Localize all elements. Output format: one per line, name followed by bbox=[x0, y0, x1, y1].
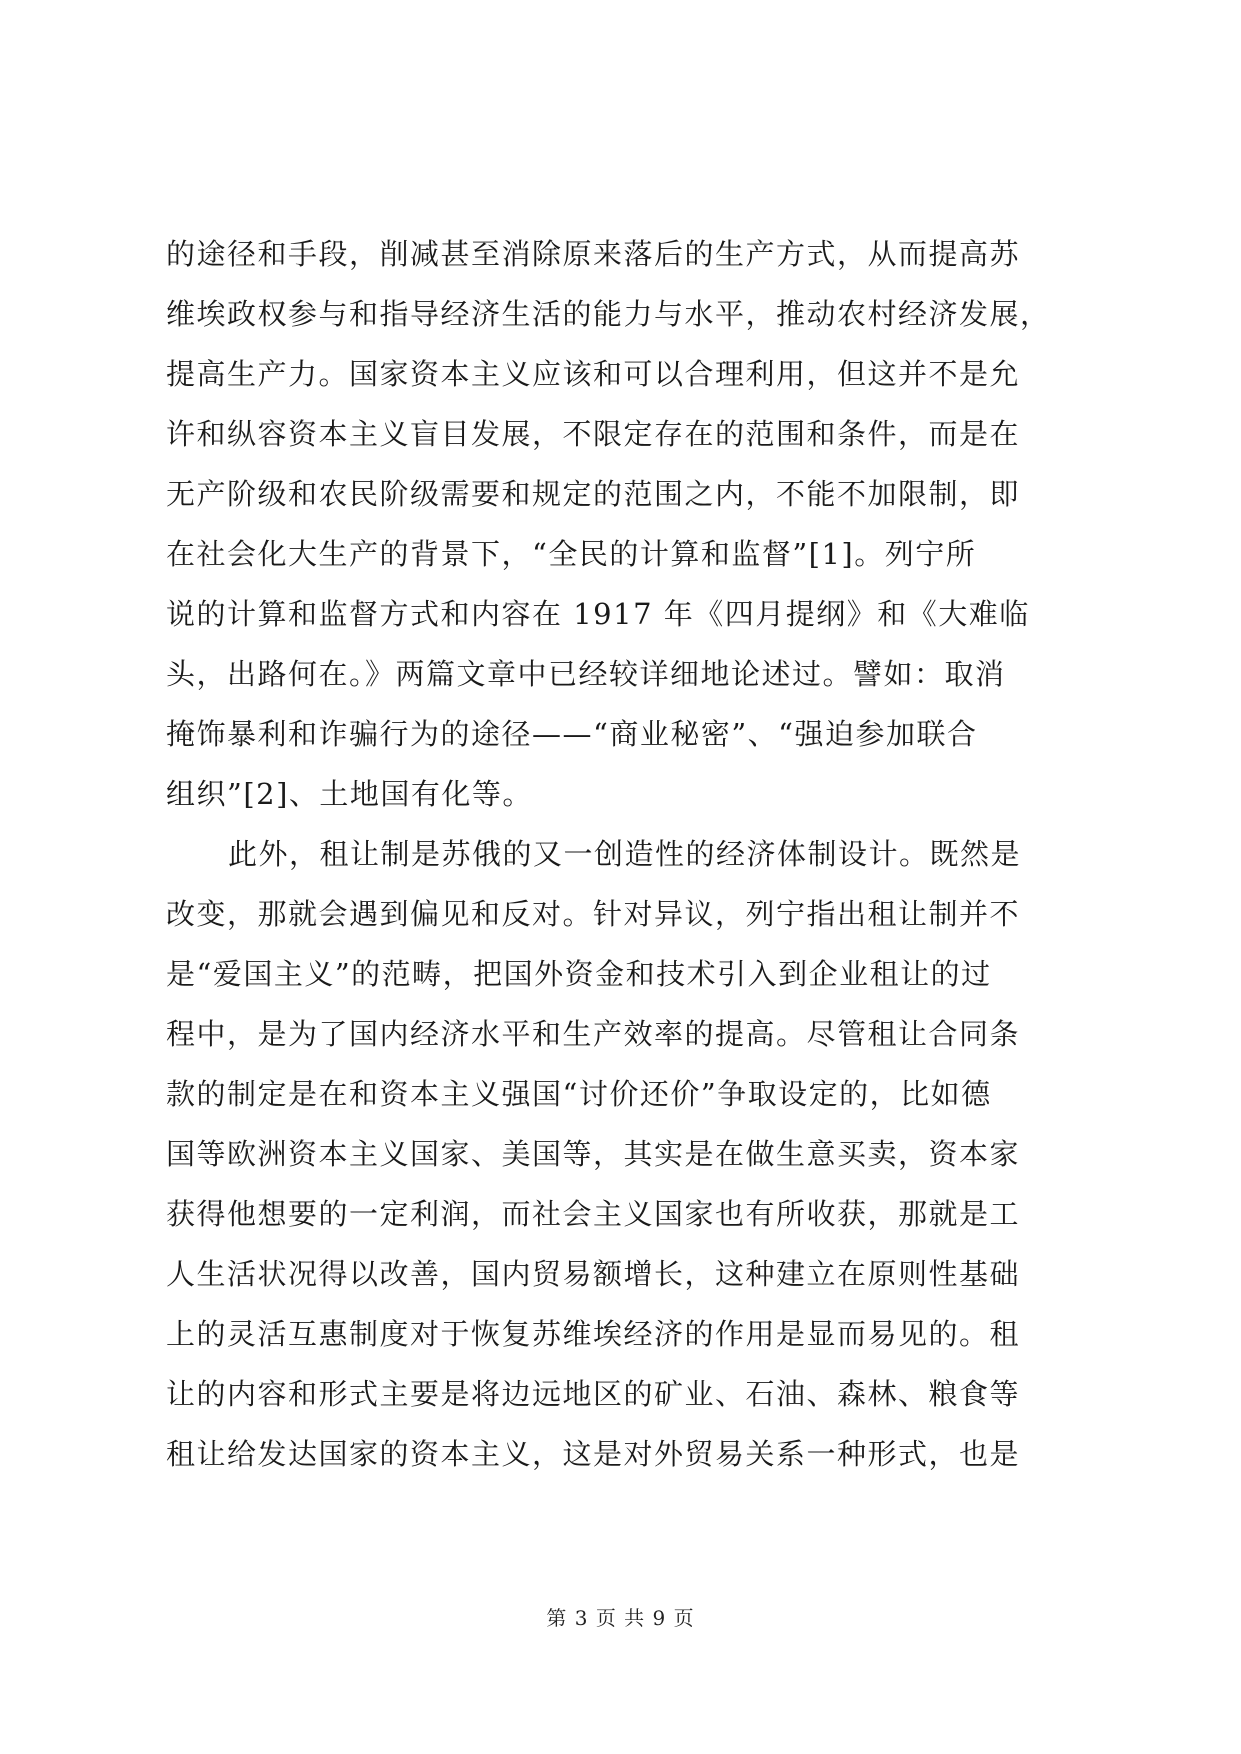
text-line: 是“爱国主义”的范畴，把国外资金和技术引入到企业租让的过 bbox=[166, 957, 992, 991]
text-line: 头，出路何在。》两篇文章中已经较详细地论述过。譬如：取消 bbox=[166, 657, 1006, 691]
text-line: 在社会化大生产的背景下，“全民的计算和监督”[1]。列宁所 bbox=[166, 537, 977, 571]
text-line: 维埃政权参与和指导经济生活的能力与水平，推动农村经济发展， bbox=[166, 297, 1051, 331]
text-line: 掩饰暴利和诈骗行为的途径——“商业秘密”、“强迫参加联合 bbox=[166, 717, 978, 751]
text-line: 说的计算和监督方式和内容在 1917 年《四月提纲》和《大难临 bbox=[166, 597, 1030, 631]
text-line: 提高生产力。国家资本主义应该和可以合理利用，但这并不是允 bbox=[166, 357, 1021, 391]
text-line: 人生活状况得以改善，国内贸易额增长，这种建立在原则性基础 bbox=[166, 1257, 1021, 1291]
text-line: 让的内容和形式主要是将边远地区的矿业、石油、森林、粮食等 bbox=[166, 1377, 1021, 1411]
text-line: 国等欧洲资本主义国家、美国等，其实是在做生意买卖，资本家 bbox=[166, 1137, 1021, 1171]
body-text bbox=[166, 224, 1126, 1484]
text-line: 无产阶级和农民阶级需要和规定的范围之内，不能不加限制，即 bbox=[166, 477, 1021, 511]
text-line: 组织”[2]、土地国有化等。 bbox=[166, 777, 533, 811]
text-line: 款的制定是在和资本主义强国“讨价还价”争取设定的，比如德 bbox=[166, 1077, 992, 1111]
paragraph-start-line: 此外，租让制是苏俄的又一创造性的经济体制设计。既然是 bbox=[228, 837, 1022, 871]
text-line: 获得他想要的一定利润，而社会主义国家也有所收获，那就是工 bbox=[166, 1197, 1021, 1231]
text-line: 程中，是为了国内经济水平和生产效率的提高。尽管租让合同条 bbox=[166, 1017, 1021, 1051]
page-footer: 第 3 页 共 9 页 bbox=[546, 1606, 695, 1630]
text-line: 改变，那就会遇到偏见和反对。针对异议，列宁指出租让制并不 bbox=[166, 897, 1021, 931]
text-line: 的途径和手段，削减甚至消除原来落后的生产方式，从而提高苏 bbox=[166, 237, 1021, 271]
text-line: 上的灵活互惠制度对于恢复苏维埃经济的作用是显而易见的。租 bbox=[166, 1317, 1021, 1351]
text-line: 租让给发达国家的资本主义，这是对外贸易关系一种形式，也是 bbox=[166, 1437, 1021, 1471]
text-line: 许和纵容资本主义盲目发展，不限定存在的范围和条件，而是在 bbox=[166, 417, 1021, 451]
